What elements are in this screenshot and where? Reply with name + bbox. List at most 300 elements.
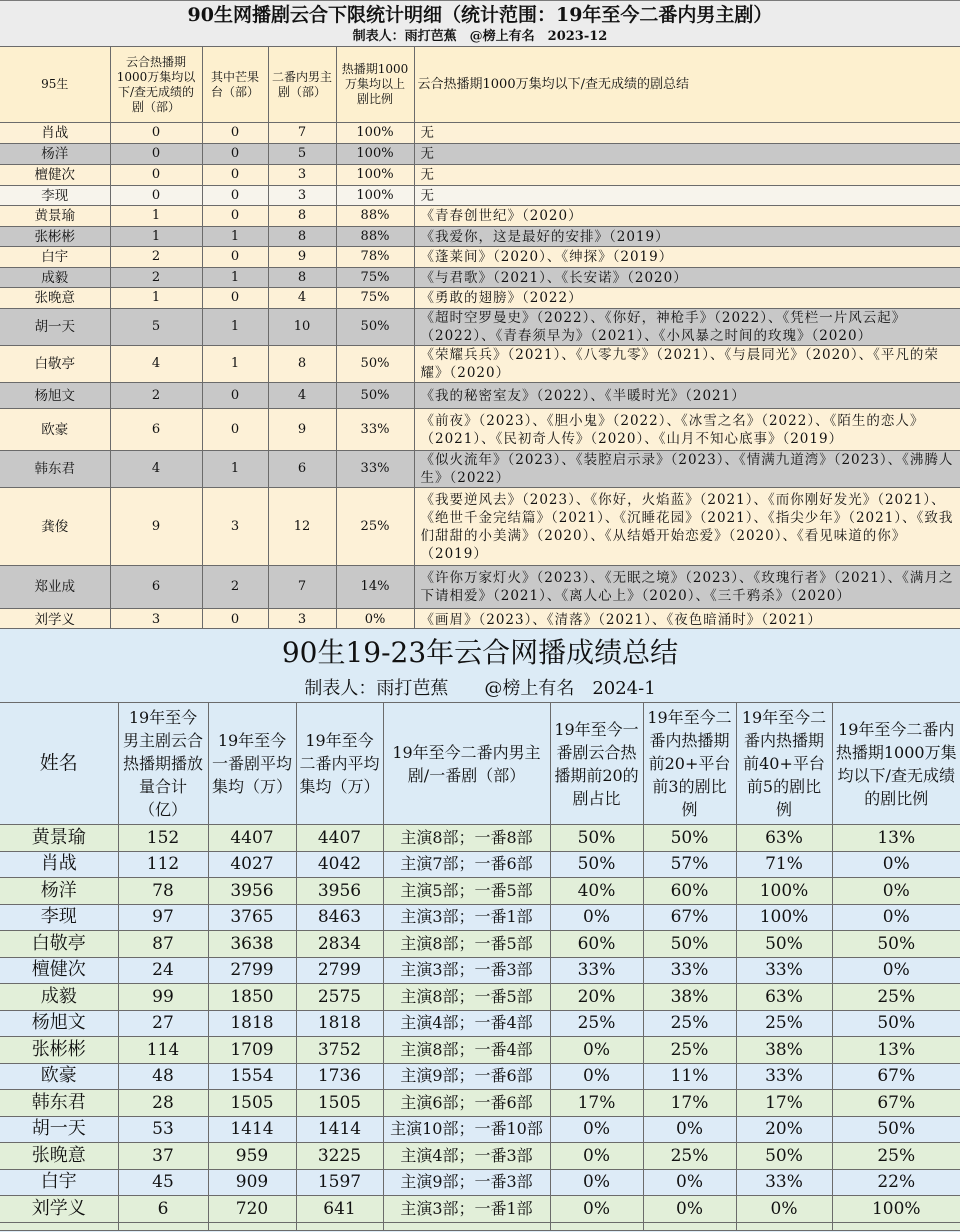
table2-header-total-views: 19年至今男主剧云合热播期播放量合计（亿） <box>118 703 208 825</box>
table1-cell-mango-count: 0 <box>202 123 268 144</box>
table2-cell-top2-avg: 1736 <box>296 1063 383 1090</box>
table2-cell-top20-ratio: 33% <box>643 957 736 984</box>
table2-cell-top40-ratio: 63% <box>736 984 832 1011</box>
table2-header-top2-avg: 19年至今二番内平均集均（万） <box>296 703 383 825</box>
table2-cell-counts: 主演7部；一番6部 <box>383 851 550 878</box>
table1-cell-mango-count: 3 <box>202 488 268 566</box>
table1-cell-lead-count: 8 <box>268 268 336 288</box>
table1-cell-above-ratio: 100% <box>336 186 414 206</box>
table2-cell-total-views: 78 <box>118 878 208 905</box>
table1-cell-low-summary: 无 <box>414 123 960 144</box>
table2-section <box>0 628 960 1232</box>
table1-header-low-count: 云合热播期1000万集均以下/查无成绩的剧（部） <box>110 47 202 123</box>
table2-cell-low-ratio: 0% <box>832 904 960 931</box>
table2-header-first-top20-ratio: 19年至今一番剧云合热播期前20的剧占比 <box>550 703 643 825</box>
table1 <box>0 46 960 628</box>
table1-cell-above-ratio: 75% <box>336 288 414 309</box>
table1-header-mango-count: 其中芒果台（部） <box>202 47 268 123</box>
table2-cell-first-avg: 3638 <box>208 931 296 958</box>
table2-cell-counts: 主演9部；一番6部 <box>383 1063 550 1090</box>
table2-cell-total-views: 53 <box>118 1116 208 1143</box>
table2-cell-total-views: 48 <box>118 1063 208 1090</box>
table1-cell-low-summary: 无 <box>414 186 960 206</box>
table2-cell-first-avg: 1505 <box>208 1090 296 1117</box>
table1-cell-low-count: 2 <box>110 383 202 409</box>
table2-cell-top2-avg: 8463 <box>296 904 383 931</box>
table2-cell-top20-ratio: 17% <box>643 1090 736 1117</box>
table1-cell-lead-count: 7 <box>268 123 336 144</box>
table2-row <box>0 1143 960 1170</box>
table1-row <box>0 144 960 165</box>
table2-cell-low-ratio: 0% <box>832 878 960 905</box>
table1-cell-mango-count: 0 <box>202 288 268 309</box>
table2-cell-top2-avg: 1818 <box>296 1010 383 1037</box>
table1-row <box>0 206 960 227</box>
table2-cell-top20-ratio: 38% <box>643 984 736 1011</box>
table2-cell-counts: 主演10部；一番10部 <box>383 1116 550 1143</box>
table1-cell-actor-name: 白敬亭 <box>0 346 110 383</box>
table2-cell-top20-ratio: 25% <box>643 1010 736 1037</box>
table2-cell-actor-name: 李现 <box>0 904 118 931</box>
table2-row <box>0 1037 960 1064</box>
table1-row <box>0 186 960 206</box>
table2-cell-counts: 主演8部；一番5部 <box>383 984 550 1011</box>
table2-cell-total-views: 152 <box>118 825 208 852</box>
table2-row <box>0 878 960 905</box>
table1-cell-above-ratio: 100% <box>336 144 414 165</box>
table1-cell-actor-name: 杨旭文 <box>0 383 110 409</box>
table2-cell-total-views: 28 <box>118 1090 208 1117</box>
table1-cell-low-summary: 《蓬莱间》（2020）、《绅探》（2019） <box>414 247 960 268</box>
table1-cell-low-count: 6 <box>110 566 202 609</box>
partial-cell <box>550 1222 643 1230</box>
table2-cell-actor-name: 刘学义 <box>0 1196 118 1223</box>
table1-cell-low-count: 4 <box>110 346 202 383</box>
table1-cell-low-summary: 《我爱你，这是最好的安排》（2019） <box>414 227 960 247</box>
table2-cell-total-views: 45 <box>118 1169 208 1196</box>
table1-cell-mango-count: 1 <box>202 309 268 346</box>
table1-cell-actor-name: 李现 <box>0 186 110 206</box>
table2-cell-first-avg: 1818 <box>208 1010 296 1037</box>
table1-row <box>0 227 960 247</box>
partial-cell <box>736 1222 832 1230</box>
table2-cell-first-avg: 1554 <box>208 1063 296 1090</box>
table2-cell-first-avg: 2799 <box>208 957 296 984</box>
table2-cell-top20-ratio: 57% <box>643 851 736 878</box>
table1-cell-low-count: 2 <box>110 247 202 268</box>
table2-cell-first-top20-ratio: 0% <box>550 1037 643 1064</box>
table1-cell-lead-count: 5 <box>268 144 336 165</box>
table2-cell-top40-ratio: 50% <box>736 1143 832 1170</box>
table2-cell-first-top20-ratio: 0% <box>550 1116 643 1143</box>
table1-cell-low-count: 0 <box>110 186 202 206</box>
table1-cell-actor-name: 张晚意 <box>0 288 110 309</box>
table2-header-name: 姓名 <box>0 703 118 825</box>
table1-cell-lead-count: 3 <box>268 165 336 186</box>
table1-cell-low-count: 4 <box>110 451 202 488</box>
table2-row <box>0 984 960 1011</box>
table1-cell-mango-count: 0 <box>202 165 268 186</box>
table1-title: 90生网播剧云合下限统计明细（统计范围：19年至今二番内男主剧） <box>0 0 960 28</box>
table2-cell-first-avg: 3765 <box>208 904 296 931</box>
table2-cell-counts: 主演3部；一番1部 <box>383 904 550 931</box>
table1-cell-actor-name: 韩东君 <box>0 451 110 488</box>
table1-row <box>0 383 960 409</box>
table1-cell-low-count: 1 <box>110 206 202 227</box>
table2-row <box>0 1196 960 1223</box>
table1-row <box>0 409 960 451</box>
table2-cell-top40-ratio: 25% <box>736 1010 832 1037</box>
table1-cell-above-ratio: 75% <box>336 268 414 288</box>
table2-cell-top20-ratio: 0% <box>643 1116 736 1143</box>
table1-cell-lead-count: 9 <box>268 247 336 268</box>
table1-cell-lead-count: 10 <box>268 309 336 346</box>
table2-cell-first-top20-ratio: 20% <box>550 984 643 1011</box>
table2-cell-first-top20-ratio: 0% <box>550 904 643 931</box>
partial-cell <box>832 1222 960 1230</box>
table2-cell-first-top20-ratio: 25% <box>550 1010 643 1037</box>
table2-cell-first-top20-ratio: 0% <box>550 1143 643 1170</box>
table1-cell-mango-count: 0 <box>202 383 268 409</box>
table1-cell-low-summary: 《青春创世纪》（2020） <box>414 206 960 227</box>
table2-cell-counts: 主演8部；一番8部 <box>383 825 550 852</box>
table2-cell-low-ratio: 50% <box>832 931 960 958</box>
table1-cell-actor-name: 郑业成 <box>0 566 110 609</box>
table2-cell-top2-avg: 3956 <box>296 878 383 905</box>
table2-row <box>0 931 960 958</box>
table2-cell-first-top20-ratio: 40% <box>550 878 643 905</box>
table1-cell-actor-name: 龚俊 <box>0 488 110 566</box>
table2-cell-first-avg: 4027 <box>208 851 296 878</box>
table1-cell-actor-name: 成毅 <box>0 268 110 288</box>
table2-cell-first-top20-ratio: 50% <box>550 825 643 852</box>
table1-cell-low-summary: 《我要逆风去》（2023）、《你好，火焰蓝》（2021）、《而你刚好发光》（2021）、《绝世千金完结篇》（2021）、《沉睡花园》（2021）、《指尖少年》（2021）、《致我们甜甜的小美满》（2020）、《从结婚开始恋爱》（2020）、《看见味道的你》（2019） <box>414 488 960 566</box>
table2-cell-first-avg: 1709 <box>208 1037 296 1064</box>
table2-cell-top40-ratio: 33% <box>736 957 832 984</box>
table2-cell-first-avg: 909 <box>208 1169 296 1196</box>
table2-cell-first-top20-ratio: 50% <box>550 851 643 878</box>
table1-cell-actor-name: 白宇 <box>0 247 110 268</box>
table2-cell-total-views: 112 <box>118 851 208 878</box>
table1-row <box>0 288 960 309</box>
table1-cell-actor-name: 肖战 <box>0 123 110 144</box>
table2-row <box>0 1010 960 1037</box>
table1-cell-low-summary: 《超时空罗曼史》（2022）、《你好，神枪手》（2022）、《凭栏一片风云起》（2022）、《青春须早为》（2021）、《小风暴之时间的玫瑰》（2020） <box>414 309 960 346</box>
table1-row <box>0 346 960 383</box>
table1-cell-above-ratio: 33% <box>336 409 414 451</box>
table1-header-row <box>0 47 960 123</box>
table1-cell-actor-name: 欧豪 <box>0 409 110 451</box>
table2-cell-top40-ratio: 17% <box>736 1090 832 1117</box>
table1-cell-lead-count: 4 <box>268 288 336 309</box>
table1-cell-actor-name: 张彬彬 <box>0 227 110 247</box>
table1-cell-mango-count: 0 <box>202 247 268 268</box>
table2-cell-first-avg: 3956 <box>208 878 296 905</box>
table2-cell-first-avg: 1850 <box>208 984 296 1011</box>
table1-cell-low-count: 1 <box>110 288 202 309</box>
table2-cell-actor-name: 欧豪 <box>0 1063 118 1090</box>
table2-cell-top2-avg: 2575 <box>296 984 383 1011</box>
table2-cell-total-views: 87 <box>118 931 208 958</box>
table2-cell-top40-ratio: 100% <box>736 878 832 905</box>
table2-header-counts: 19年至今二番内男主剧/一番剧（部） <box>383 703 550 825</box>
table2-cell-top20-ratio: 50% <box>643 931 736 958</box>
table2-cell-top2-avg: 1597 <box>296 1169 383 1196</box>
table1-subtitle: 制表人：雨打芭蕉 @榜上有名 2023-12 <box>0 28 960 46</box>
table2-cell-counts: 主演5部；一番5部 <box>383 878 550 905</box>
table2-cell-top2-avg: 641 <box>296 1196 383 1223</box>
table1-cell-mango-count: 0 <box>202 409 268 451</box>
table2-cell-top20-ratio: 60% <box>643 878 736 905</box>
table1-cell-above-ratio: 0% <box>336 609 414 629</box>
table2-cell-top2-avg: 2834 <box>296 931 383 958</box>
table1-row <box>0 247 960 268</box>
table2-cell-counts: 主演9部；一番3部 <box>383 1169 550 1196</box>
table2-cell-counts: 主演4部；一番4部 <box>383 1010 550 1037</box>
partial-cell <box>643 1222 736 1230</box>
table2-cell-counts: 主演3部；一番3部 <box>383 957 550 984</box>
table2-cell-top2-avg: 1414 <box>296 1116 383 1143</box>
table2-cell-total-views: 114 <box>118 1037 208 1064</box>
table2-row <box>0 825 960 852</box>
table2-cell-top40-ratio: 100% <box>736 904 832 931</box>
table1-row <box>0 488 960 566</box>
table2-cell-actor-name: 韩东君 <box>0 1090 118 1117</box>
table2-cell-low-ratio: 22% <box>832 1169 960 1196</box>
table1-cell-low-count: 0 <box>110 144 202 165</box>
table2-cell-actor-name: 杨旭文 <box>0 1010 118 1037</box>
table2-header-top40-ratio: 19年至今二番内热播期前40+平台前5的剧比例 <box>736 703 832 825</box>
table1-body <box>0 123 960 629</box>
table2-cell-low-ratio: 67% <box>832 1063 960 1090</box>
table2-row <box>0 1169 960 1196</box>
partial-cell <box>208 1222 296 1230</box>
table1-row <box>0 123 960 144</box>
table1-cell-actor-name: 胡一天 <box>0 309 110 346</box>
table2-cell-top20-ratio: 11% <box>643 1063 736 1090</box>
table1-row <box>0 609 960 629</box>
table2-cell-first-avg: 959 <box>208 1143 296 1170</box>
table2-cell-top20-ratio: 25% <box>643 1143 736 1170</box>
table2-cell-counts: 主演8部；一番5部 <box>383 931 550 958</box>
table2-cell-top40-ratio: 71% <box>736 851 832 878</box>
table2-cell-counts: 主演6部；一番6部 <box>383 1090 550 1117</box>
table2-cell-top2-avg: 4042 <box>296 851 383 878</box>
table2-title: 90生19-23年云合网播成绩总结 <box>0 628 960 675</box>
table2-cell-top20-ratio: 25% <box>643 1037 736 1064</box>
table1-cell-low-summary: 《与君歌》（2021）、《长安诺》（2020） <box>414 268 960 288</box>
table2-cell-actor-name: 檀健次 <box>0 957 118 984</box>
table2-cell-top2-avg: 3225 <box>296 1143 383 1170</box>
table2-cell-total-views: 24 <box>118 957 208 984</box>
table1-cell-above-ratio: 88% <box>336 227 414 247</box>
table1-header-summary: 云合热播期1000万集均以下/查无成绩的剧总结 <box>414 47 960 123</box>
table1-row <box>0 165 960 186</box>
table1-cell-above-ratio: 78% <box>336 247 414 268</box>
table1-cell-above-ratio: 88% <box>336 206 414 227</box>
table1-cell-above-ratio: 50% <box>336 346 414 383</box>
table2-cell-low-ratio: 0% <box>832 851 960 878</box>
table2 <box>0 702 960 1231</box>
table1-row <box>0 566 960 609</box>
table2-cell-actor-name: 白敬亭 <box>0 931 118 958</box>
table1-cell-low-count: 9 <box>110 488 202 566</box>
table1-cell-above-ratio: 50% <box>336 309 414 346</box>
table1-cell-low-count: 0 <box>110 123 202 144</box>
table2-cell-top40-ratio: 33% <box>736 1063 832 1090</box>
table2-header-low-ratio: 19年至今二番内热播期1000万集均以下/查无成绩的剧比例 <box>832 703 960 825</box>
table1-cell-lead-count: 3 <box>268 609 336 629</box>
table1-cell-mango-count: 0 <box>202 144 268 165</box>
table2-cell-actor-name: 白宇 <box>0 1169 118 1196</box>
table2-cell-first-top20-ratio: 60% <box>550 931 643 958</box>
table2-cell-first-avg: 720 <box>208 1196 296 1223</box>
table2-cell-top40-ratio: 33% <box>736 1169 832 1196</box>
table2-cell-counts: 主演4部；一番3部 <box>383 1143 550 1170</box>
table2-row <box>0 1116 960 1143</box>
table2-cell-low-ratio: 50% <box>832 1010 960 1037</box>
table2-row-partial <box>0 1222 960 1230</box>
table1-cell-above-ratio: 100% <box>336 165 414 186</box>
table1-cell-above-ratio: 25% <box>336 488 414 566</box>
partial-cell <box>296 1222 383 1230</box>
table1-cell-low-summary: 《画眉》（2023）、《清落》（2021）、《夜色暗涌时》（2021） <box>414 609 960 629</box>
table1-cell-low-summary: 《荣耀兵兵》（2021）、《八零九零》（2021）、《与晨同光》（2020）、《平凡的荣耀》（2020） <box>414 346 960 383</box>
table2-cell-top2-avg: 2799 <box>296 957 383 984</box>
table2-row <box>0 851 960 878</box>
table2-cell-top2-avg: 4407 <box>296 825 383 852</box>
table1-cell-lead-count: 4 <box>268 383 336 409</box>
table1-cell-low-count: 1 <box>110 227 202 247</box>
table1-cell-lead-count: 3 <box>268 186 336 206</box>
table2-cell-first-avg: 4407 <box>208 825 296 852</box>
table1-cell-above-ratio: 33% <box>336 451 414 488</box>
table2-row <box>0 957 960 984</box>
table1-cell-mango-count: 0 <box>202 186 268 206</box>
table2-row <box>0 1090 960 1117</box>
table2-header-top20-ratio: 19年至今二番内热播期前20+平台前3的剧比例 <box>643 703 736 825</box>
table1-cell-low-summary: 无 <box>414 165 960 186</box>
table1-cell-lead-count: 6 <box>268 451 336 488</box>
table2-cell-actor-name: 张晚意 <box>0 1143 118 1170</box>
table1-cell-low-count: 0 <box>110 165 202 186</box>
table2-cell-actor-name: 成毅 <box>0 984 118 1011</box>
table2-cell-first-top20-ratio: 0% <box>550 1169 643 1196</box>
table2-cell-counts: 主演8部；一番4部 <box>383 1037 550 1064</box>
table2-row <box>0 1063 960 1090</box>
table1-cell-low-summary: 《许你万家灯火》（2023）、《无眠之境》（2023）、《玫瑰行者》（2021）、《满月之下请相爱》（2021）、《离人心上》（2020）、《三千鸦杀》（2020） <box>414 566 960 609</box>
table2-header-row <box>0 703 960 825</box>
table2-subtitle: 制表人：雨打芭蕉 @榜上有名 2024-1 <box>0 675 960 702</box>
table2-cell-low-ratio: 13% <box>832 1037 960 1064</box>
table2-cell-first-top20-ratio: 17% <box>550 1090 643 1117</box>
table1-cell-low-count: 5 <box>110 309 202 346</box>
table2-cell-low-ratio: 100% <box>832 1196 960 1223</box>
table2-cell-top40-ratio: 63% <box>736 825 832 852</box>
table2-cell-actor-name: 胡一天 <box>0 1116 118 1143</box>
table2-cell-top20-ratio: 0% <box>643 1169 736 1196</box>
table1-cell-mango-count: 1 <box>202 268 268 288</box>
table1-cell-lead-count: 8 <box>268 206 336 227</box>
table1-row <box>0 268 960 288</box>
table1-cell-low-summary: 《前夜》（2023）、《胆小鬼》（2022）、《冰雪之名》（2022）、《陌生的恋人》（2021）、《民初奇人传》（2020）、《山月不知心底事》（2019） <box>414 409 960 451</box>
table2-cell-top40-ratio: 38% <box>736 1037 832 1064</box>
table2-cell-top2-avg: 3752 <box>296 1037 383 1064</box>
table1-cell-actor-name: 杨洋 <box>0 144 110 165</box>
table1-cell-above-ratio: 14% <box>336 566 414 609</box>
partial-cell <box>118 1222 208 1230</box>
table1-cell-mango-count: 0 <box>202 206 268 227</box>
table1-cell-mango-count: 1 <box>202 346 268 383</box>
table2-cell-low-ratio: 25% <box>832 984 960 1011</box>
table2-cell-top20-ratio: 0% <box>643 1196 736 1223</box>
table2-cell-actor-name: 张彬彬 <box>0 1037 118 1064</box>
table2-cell-top40-ratio: 50% <box>736 931 832 958</box>
table2-cell-top40-ratio: 0% <box>736 1196 832 1223</box>
table1-cell-low-summary: 《勇敢的翅膀》（2022） <box>414 288 960 309</box>
table1-cell-actor-name: 檀健次 <box>0 165 110 186</box>
table2-cell-top40-ratio: 20% <box>736 1116 832 1143</box>
table2-cell-low-ratio: 50% <box>832 1116 960 1143</box>
table1-cell-low-count: 2 <box>110 268 202 288</box>
table1-cell-mango-count: 2 <box>202 566 268 609</box>
table1-row <box>0 451 960 488</box>
table2-cell-counts: 主演3部；一番1部 <box>383 1196 550 1223</box>
table1-row <box>0 309 960 346</box>
table1-cell-lead-count: 7 <box>268 566 336 609</box>
table1-header-lead-count: 二番内男主剧（部） <box>268 47 336 123</box>
table1-cell-low-count: 6 <box>110 409 202 451</box>
table1-cell-mango-count: 1 <box>202 227 268 247</box>
table2-cell-total-views: 27 <box>118 1010 208 1037</box>
table1-cell-actor-name: 黄景瑜 <box>0 206 110 227</box>
table2-row <box>0 904 960 931</box>
table2-cell-first-top20-ratio: 0% <box>550 1063 643 1090</box>
table2-cell-low-ratio: 0% <box>832 957 960 984</box>
partial-cell <box>0 1222 118 1230</box>
table1-cell-above-ratio: 100% <box>336 123 414 144</box>
table2-cell-top2-avg: 1505 <box>296 1090 383 1117</box>
table1-header-above-ratio: 热播期1000万集均以上剧比例 <box>336 47 414 123</box>
table2-cell-top20-ratio: 67% <box>643 904 736 931</box>
partial-cell <box>383 1222 550 1230</box>
table1-cell-lead-count: 12 <box>268 488 336 566</box>
table1-cell-above-ratio: 50% <box>336 383 414 409</box>
table2-header-first-avg: 19年至今一番剧平均集均（万） <box>208 703 296 825</box>
table2-cell-total-views: 99 <box>118 984 208 1011</box>
table2-cell-actor-name: 杨洋 <box>0 878 118 905</box>
table1-cell-lead-count: 8 <box>268 227 336 247</box>
table1-cell-low-summary: 无 <box>414 144 960 165</box>
table1-header-name: 95生 <box>0 47 110 123</box>
table1-cell-low-count: 3 <box>110 609 202 629</box>
table2-cell-low-ratio: 25% <box>832 1143 960 1170</box>
table1-cell-low-summary: 《我的秘密室友》（2022）、《半暖时光》（2021） <box>414 383 960 409</box>
table2-cell-first-avg: 1414 <box>208 1116 296 1143</box>
table2-cell-first-top20-ratio: 0% <box>550 1196 643 1223</box>
table2-body <box>0 825 960 1223</box>
table2-cell-total-views: 37 <box>118 1143 208 1170</box>
table1-cell-lead-count: 9 <box>268 409 336 451</box>
table2-cell-actor-name: 肖战 <box>0 851 118 878</box>
table2-cell-top20-ratio: 50% <box>643 825 736 852</box>
table2-cell-total-views: 6 <box>118 1196 208 1223</box>
table1-cell-lead-count: 8 <box>268 346 336 383</box>
table1-cell-actor-name: 刘学义 <box>0 609 110 629</box>
table2-cell-low-ratio: 13% <box>832 825 960 852</box>
table2-cell-first-top20-ratio: 33% <box>550 957 643 984</box>
table2-cell-actor-name: 黄景瑜 <box>0 825 118 852</box>
